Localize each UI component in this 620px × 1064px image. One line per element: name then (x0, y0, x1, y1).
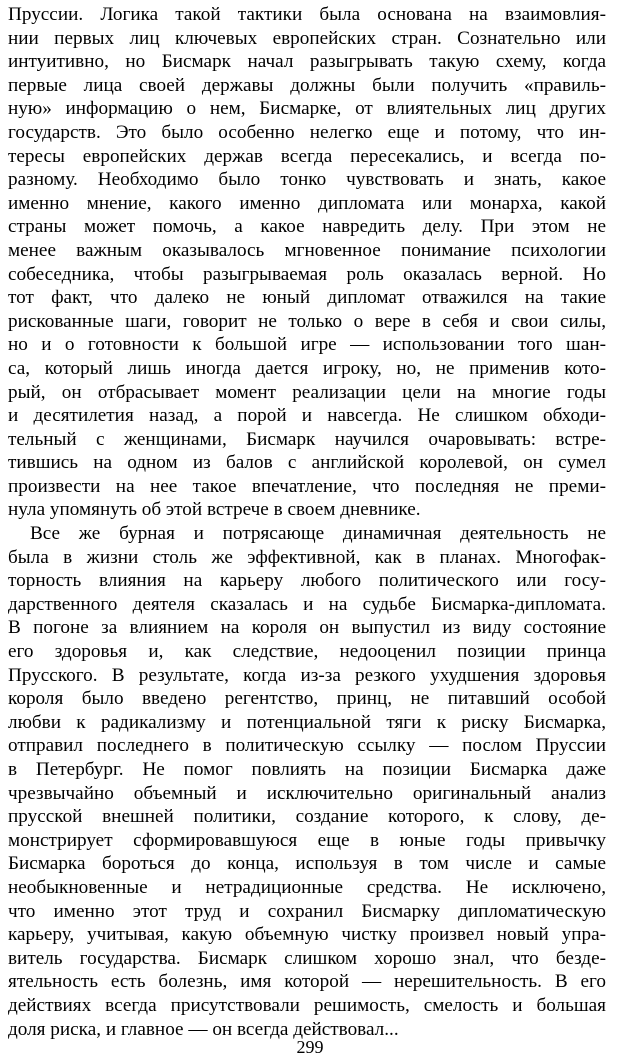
text-line: В погоне за влиянием на короля он выпустил из виду состояние (8, 617, 606, 639)
text-line: его здоровья и, как следствие, недооценил позиции принца (8, 641, 606, 663)
text-line: необыкновенные и нетрадиционные средства. Не исключено, (8, 876, 606, 898)
text-line: в Петербург. Не помог повлиять на позиции Бисмарка даже (8, 759, 606, 780)
text-line: монстрирует сформировавшуюся еще в юные годы привычку (8, 829, 606, 851)
text-line: дарственного деятеля сказалась и на судьбе Бисмарка-дипломата. (8, 593, 606, 615)
text-line: любви к радикализму и потенциальной тяги к риску Бисмарка, (8, 711, 606, 733)
text-line: ную» информацию о нем, Бисмарке, от влиятельных лиц других (8, 98, 606, 120)
text-line: нии первых лиц ключевых европейских стран. Сознательно или (8, 27, 606, 49)
text-line: и десятилетия назад, а порой и навсегда. Не слишком обходи- (8, 405, 606, 427)
text-line: собеседника, чтобы разыгрываемая роль оказалась верной. Но (8, 263, 606, 285)
text-line: чрезвычайно объемный и исключительно оригинальный анализ (8, 782, 606, 804)
body-text (8, 3, 606, 1041)
text-line: отправил последнего в политическую ссылку — послом Пруссии (8, 735, 606, 757)
text-line: Все же бурная и потрясающе динамичная деятельность не (30, 523, 606, 545)
paragraph (8, 3, 606, 522)
text-line: нула упомянуть об этой встрече в своем дневнике. (8, 499, 421, 521)
text-line: Прусского. В результате, когда из-за резкого ухудшения здоровья (8, 664, 606, 686)
text-line: была в жизни столь же эффективной, как в планах. Многофак- (8, 546, 606, 568)
text-line: карьеру, учитывая, какую объемную чистку произвел новый упра- (8, 924, 606, 946)
text-line: тившись на одном из балов с английской королевой, он сумел (8, 452, 606, 474)
text-line: рый, он отбрасывает момент реализации цели на многие годы (8, 381, 606, 403)
text-line: рискованные шаги, говорит не только о вере в себя и свои силы, (8, 310, 606, 332)
text-line: торность влияния на карьеру любого политического или госу- (8, 570, 606, 592)
text-line: государств. Это было особенно нелегко еще и потому, что ин- (8, 121, 606, 143)
text-line: са, который лишь иногда дается игроку, но, не применив кото- (8, 357, 606, 379)
text-line: произвести на нее такое впечатление, что последняя не преми- (8, 475, 606, 497)
text-line: разному. Необходимо было тонко чувствовать и знать, какое (8, 169, 606, 191)
text-line: тот факт, что далеко не юный дипломат отважился на такие (8, 287, 606, 309)
text-line: ятельность есть болезнь, имя которой — нерешительность. В его (8, 971, 606, 993)
text-line: Бисмарка бороться до конца, используя в том числе и самые (8, 853, 606, 875)
text-line: что именно этот труд и сохранил Бисмарку дипломатическую (8, 900, 606, 922)
text-line: тельный с женщинами, Бисмарк научился очаровывать: встре- (8, 428, 606, 450)
text-line: но и о готовности к большой игре — использовании того шан- (8, 334, 606, 356)
text-line: витель государства. Бисмарк слишком хорошо знал, что безде- (8, 947, 606, 969)
text-line: именно мнение, какого именно дипломата или монарха, какой (8, 192, 606, 214)
text-line: страны может помочь, а какое навредить делу. При этом не (8, 216, 606, 238)
text-line: Пруссии. Логика такой тактики была основана на взаимовлия- (8, 4, 606, 25)
text-line: действиях всегда присутствовали решимость, смелость и большая (8, 994, 606, 1016)
text-line: первые лица своей державы должны были получить «правиль- (8, 74, 606, 96)
text-line: короля было введено регентство, принц, не питавший особой (8, 688, 606, 710)
paragraph (8, 522, 606, 1041)
text-line: интуитивно, но Бисмарк начал разыгрывать такую схему, когда (8, 51, 606, 73)
page-number: 299 (296, 1037, 324, 1057)
text-line: доля риска, и главное — он всегда действовал... (8, 1018, 399, 1040)
text-line: менее важным оказывалось мгновенное понимание психологии (8, 239, 606, 261)
text-line: прусской внешней политики, создание которого, к слову, де- (8, 806, 606, 828)
text-line: тересы европейских держав всегда пересекались, и всегда по- (8, 145, 606, 167)
